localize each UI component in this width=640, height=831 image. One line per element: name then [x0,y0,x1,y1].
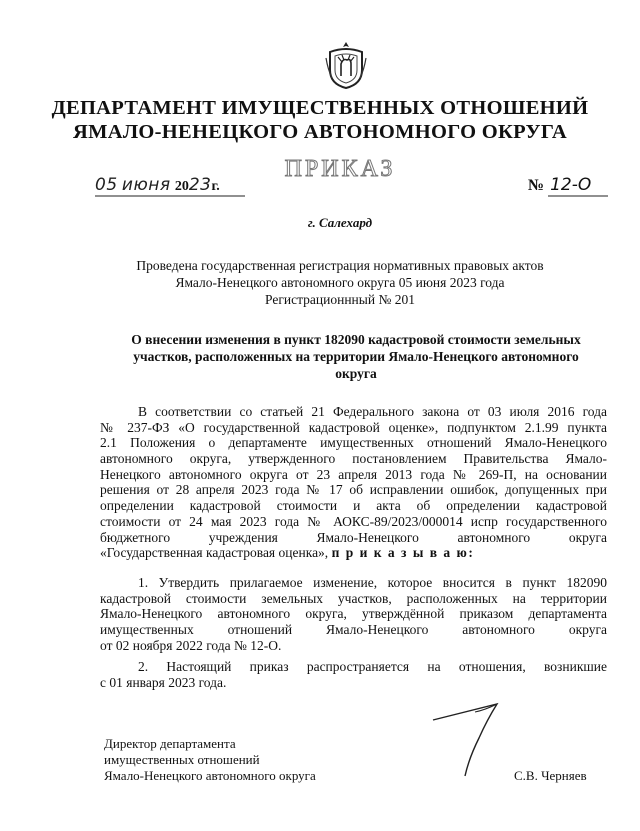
paragraph-line-text: «Государственная кадастровая оценка», [100,545,332,561]
preamble-paragraph [100,404,607,561]
registration-line2: Ямало-Ненецкого автономного округа 05 июня 2023 года [175,275,505,290]
number-underline [548,193,608,199]
signatory-title-line3: Ямало-Ненецкого автономного округа [104,768,316,783]
paragraph-line: определении кадастровой стоимости и акта об определении кадастровой [100,498,607,514]
paragraph-line: бюджетного учреждения Ямало-Ненецкого автономного округа [100,529,607,545]
registration-line1: Проведена государственная регистрация нормативных правовых актов [136,258,544,273]
order-title-line2: участков, расположенных на территории Ямало-Ненецкого автономного [133,349,579,364]
signatory-title-line1: Директор департамента [104,736,236,751]
handwritten-signature [425,690,545,780]
date-year-prefix: 20 [174,179,189,194]
order-title-line1: О внесении изменения в пункт 182090 кадастровой стоимости земельных [131,332,581,347]
date-end: г. [211,179,220,194]
city: г. Салехард [307,215,373,230]
paragraph-line: решения от 28 апреля 2023 года № 17 об исправлении ошибок, допущенных при [100,482,607,498]
date-underline [95,193,245,199]
paragraph-line: стоимости от 24 мая 2023 года № АОКС-89/2023/000014 испр государственного [100,513,607,529]
paragraph-line: имущественных отношений Ямало-Ненецкого автономного округа [100,622,607,638]
paragraph-line: Ненецкого автономного округа от 23 апреля 2013 года № 269-П, на основании [100,466,607,482]
document-type-title: ПРИКАЗ [284,156,396,182]
coat-of-arms-icon [324,40,368,90]
order-date [95,175,220,195]
paragraph-line: 1. Утвердить прилагаемое изменение, которое вносится в пункт 182090 [138,575,607,590]
date-month: июня [121,175,171,195]
paragraph-line: от 02 ноября 2022 года № 12-О. [100,637,282,653]
number-value: 12-О [550,175,592,195]
paragraph-line: автономного округа, утвержденного постановлением Правительства Ямало- [100,451,607,467]
paragraph-last-line [100,545,607,561]
order-command: п р и к а з ы в а ю: [331,545,475,561]
paragraph-line: В соответствии со статьей 21 Федерального закона от 03 июля 2016 года [138,404,607,419]
paragraph-line: Ямало-Ненецкого автономного округа, утверждённой приказом департамента [100,606,607,622]
registration-line3: Регистрационнный № 201 [265,292,415,307]
number-label: № [528,177,545,194]
department-name-line1: ДЕПАРТАМЕНТ ИМУЩЕСТВЕННЫХ ОТНОШЕНИЙ [51,97,589,119]
signatory-name: С.В. Черняев [514,768,587,783]
date-year-suffix: 23 [188,175,212,195]
paragraph-line: 2.1 Положения о департаменте имущественных отношений Ямало-Ненецкого [100,435,607,451]
order-title-line3: округа [335,366,377,381]
order-number [528,175,591,195]
clause-1 [100,575,607,653]
clause-2 [100,659,607,690]
paragraph-line: с 01 января 2023 года. [100,674,227,690]
department-name-line2: ЯМАЛО-НЕНЕЦКОГО АВТОНОМНОГО ОКРУГА [72,121,568,143]
signatory-title-line2: имущественных отношений [104,752,260,767]
paragraph-line: 2. Настоящий приказ распространяется на отношения, возникшие [138,659,607,674]
paragraph-line: № 237-ФЗ «О государственной кадастровой оценке», подпунктом 2.1.99 пункта [100,419,607,435]
paragraph-line: кадастровой стоимости земельных участков, расположенных на территории [100,590,607,606]
date-day: 05 [95,175,118,195]
